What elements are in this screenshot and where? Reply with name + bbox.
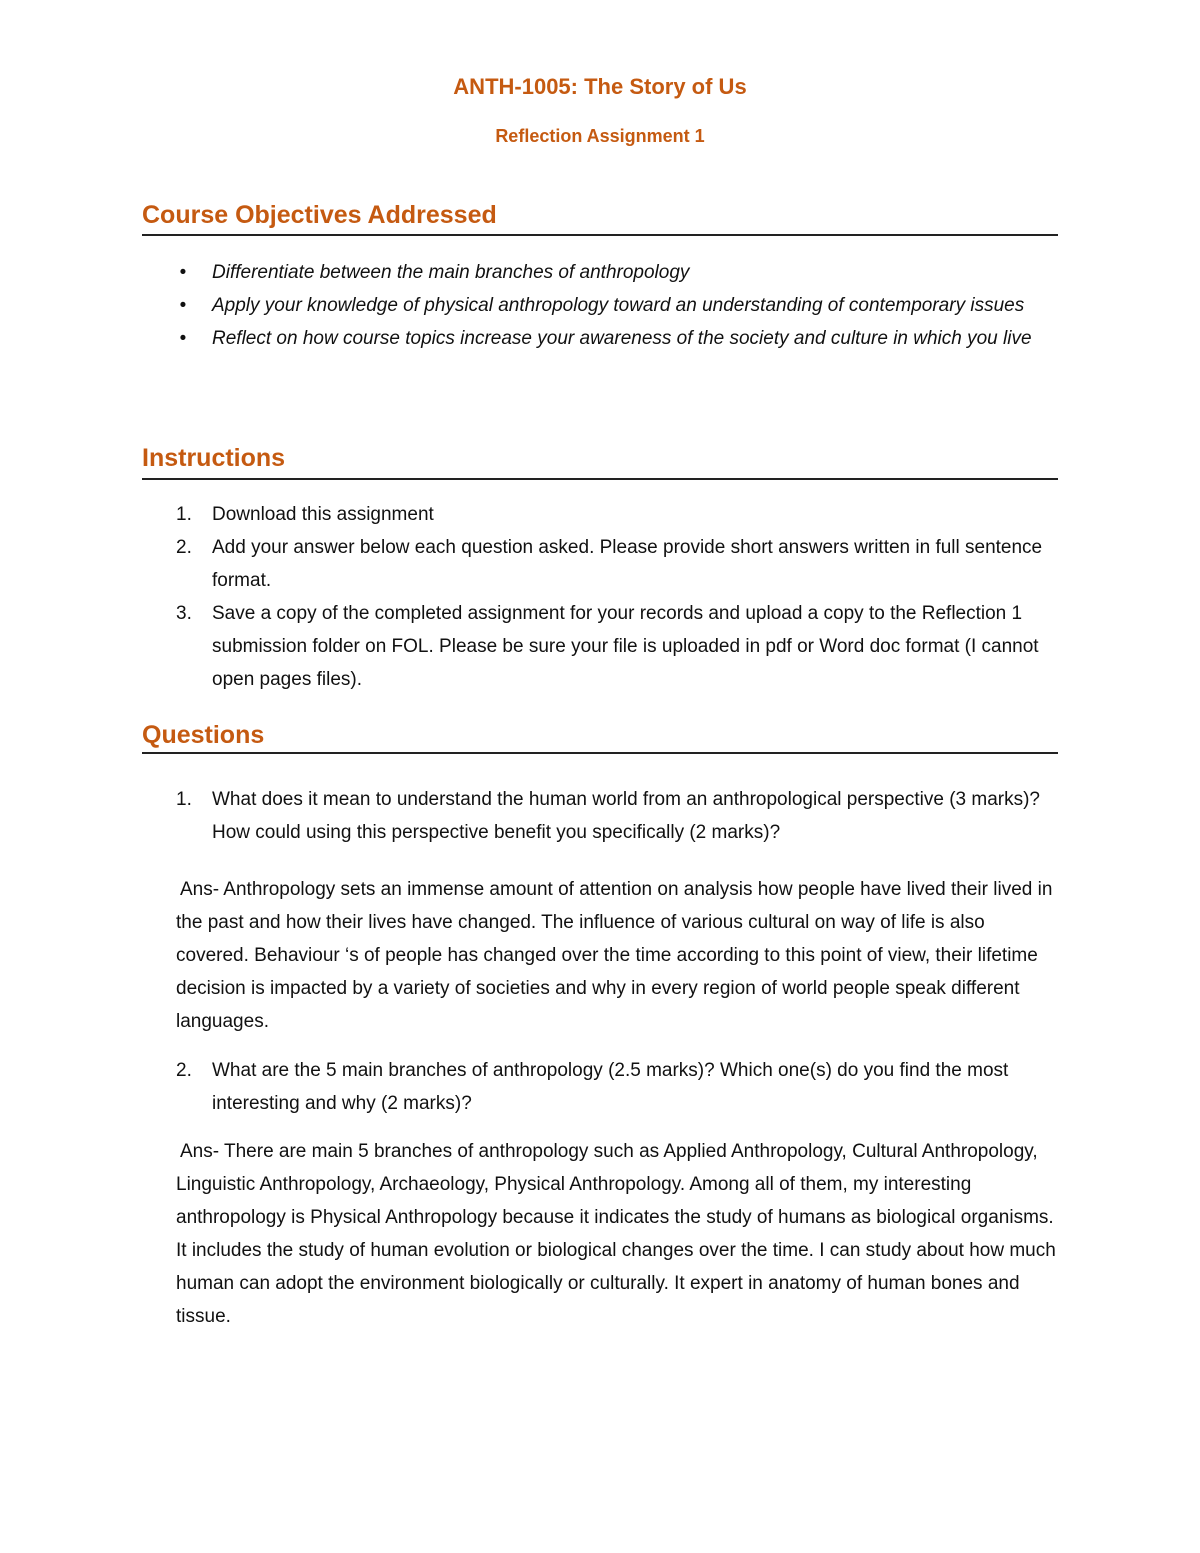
document-subtitle: Reflection Assignment 1 — [495, 126, 705, 146]
question-2 — [142, 1054, 1058, 1120]
list-item — [142, 783, 1058, 849]
instructions-divider — [142, 478, 1058, 480]
answer-2: Ans- There are main 5 branches of anthropology such as Applied Anthropology, Cultural Anthropology, Linguistic Anthropology, Archaeology, Physical Anthropology. Among all of them, my interesting anthropology is Physical Anthropology because it indicates the study of humans as biological organisms. It includes the study of human evolution or biological changes over the time. I can study about how much human can adopt the environment biologically or culturally. It expert in anatomy of human bones and tissue. — [176, 1141, 1056, 1327]
objective-text: Apply your knowledge of physical anthropology toward an understanding of contemporary issues — [212, 295, 1025, 316]
list-item — [142, 289, 1058, 322]
objectives-divider — [142, 234, 1058, 236]
objective-text: Reflect on how course topics increase your awareness of the society and culture in which you live — [212, 328, 1032, 349]
instructions-heading: Instructions — [142, 444, 286, 472]
instruction-text: Download this assignment — [212, 504, 434, 525]
questions-heading: Questions — [142, 721, 265, 749]
objectives-list — [142, 256, 1058, 355]
list-number: 2. — [176, 1060, 192, 1081]
question-1 — [142, 783, 1058, 849]
objective-text: Differentiate between the main branches of anthropology — [212, 262, 690, 283]
list-item — [142, 531, 1058, 597]
bullet-icon: • — [179, 295, 187, 316]
answer-1: Ans- Anthropology sets an immense amount of attention on analysis how people have lived their lived in the past and how their lives have changed. The influence of various cultural on way of life is also covered. Behaviour ‘s of people has changed over the time according to this point of view, their lifetime decision is impacted by a variety of societies and why in every region of world people speak different languages. — [176, 879, 1053, 1032]
bullet-icon: • — [179, 262, 187, 283]
question-text: What does it mean to understand the human world from an anthropological perspective (3 marks)? How could using this perspective benefit you specifically (2 marks)? — [212, 789, 1040, 843]
instruction-text: Save a copy of the completed assignment for your records and upload a copy to the Reflection 1 submission folder on FOL. Please be sure your file is uploaded in pdf or Word doc format (I cannot open pages files). — [212, 603, 1039, 690]
document-title: ANTH-1005: The Story of Us — [453, 74, 747, 99]
list-item — [142, 1054, 1058, 1120]
questions-divider — [142, 752, 1058, 754]
list-number: 1. — [176, 789, 192, 810]
list-number: 2. — [176, 537, 192, 558]
list-item — [142, 498, 1058, 531]
objectives-heading: Course Objectives Addressed — [142, 201, 497, 229]
list-item — [142, 322, 1058, 355]
list-number: 3. — [176, 603, 192, 624]
instruction-text: Add your answer below each question asked. Please provide short answers written in full sentence format. — [212, 537, 1043, 591]
list-number: 1. — [176, 504, 192, 525]
question-text: What are the 5 main branches of anthropology (2.5 marks)? Which one(s) do you find the most interesting and why (2 marks)? — [212, 1060, 1009, 1114]
list-item — [142, 256, 1058, 289]
bullet-icon: • — [179, 328, 187, 349]
list-item — [142, 597, 1058, 696]
instructions-list — [142, 498, 1058, 696]
